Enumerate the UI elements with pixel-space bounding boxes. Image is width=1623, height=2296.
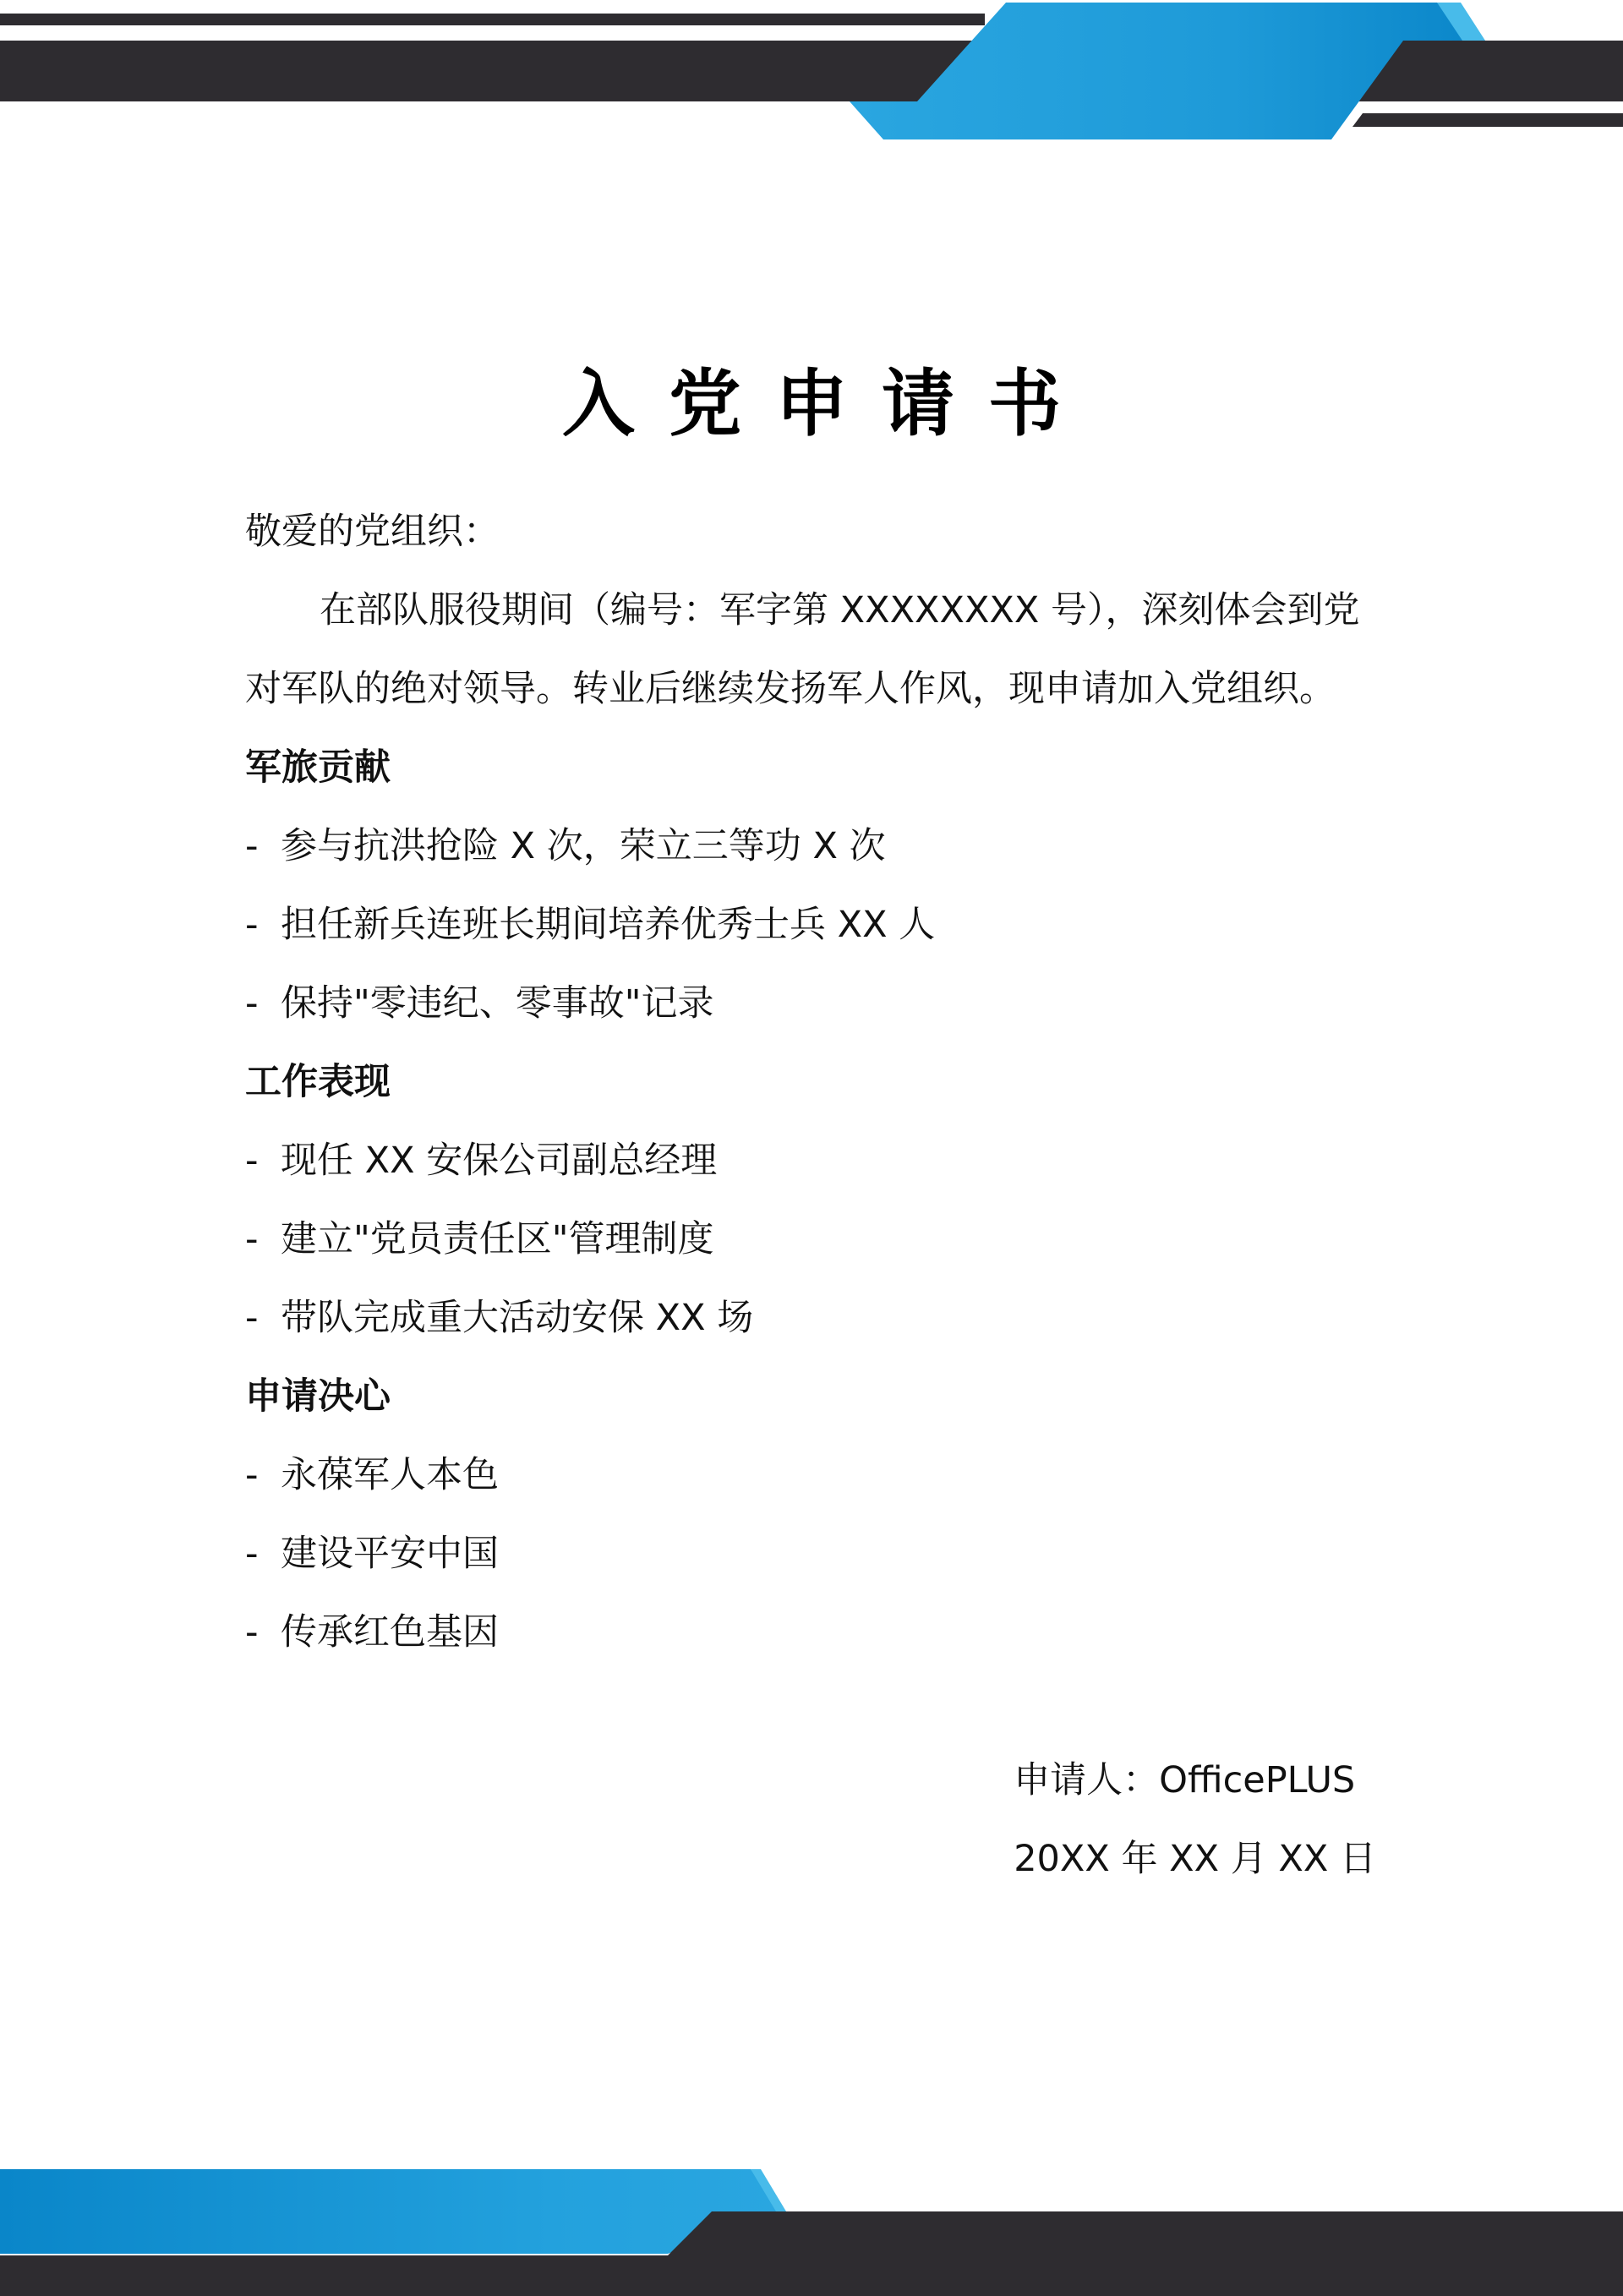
signature-block: [1014, 1741, 1376, 1899]
list-item-text: 传承红色基因: [281, 1611, 499, 1654]
section-heading-resolve: 申请决心: [245, 1375, 391, 1418]
intro-paragraph-line-2: 对军队的绝对领导。转业后继续发扬军人作风，现申请加入党组织。: [245, 668, 1336, 710]
section-heading-work: 工作表现: [245, 1061, 391, 1103]
list-item: [245, 886, 1378, 965]
list-item-text: 参与抗洪抢险 X 次，荣立三等功 X 次: [281, 825, 886, 867]
section-heading-military: 军旅贡献: [245, 746, 391, 789]
list-item: [245, 1279, 1378, 1358]
document-body: [245, 493, 1378, 1672]
bullet-dash: -: [245, 904, 259, 946]
intro-paragraph-line-1: 在部队服役期间（编号：军字第 XXXXXXXX 号），深刻体会到党: [320, 589, 1360, 631]
list-item: [245, 807, 1378, 886]
list-item-text: 现任 XX 安保公司副总经理: [281, 1140, 718, 1182]
bullet-dash: -: [245, 1533, 259, 1575]
list-item-text: 建设平安中国: [281, 1533, 499, 1575]
list-item-text: 永葆军人本色: [281, 1454, 499, 1496]
list-item: [245, 1436, 1378, 1515]
bullet-dash: -: [245, 1218, 259, 1260]
header-decoration: [0, 0, 1623, 152]
list-item-text: 担任新兵连班长期间培养优秀士兵 XX 人: [281, 904, 936, 946]
bullet-dash: -: [245, 982, 259, 1025]
bullet-dash: -: [245, 1611, 259, 1654]
application-date: 20XX 年 XX 月 XX 日: [1014, 1838, 1376, 1880]
list-item-text: 建立"党员责任区"管理制度: [281, 1218, 714, 1260]
bullet-dash: -: [245, 1454, 259, 1496]
applicant-name: 申请人：OfficePLUS: [1014, 1759, 1356, 1801]
list-item-text: 保持"零违纪、零事故"记录: [281, 982, 714, 1025]
bullet-dash: -: [245, 1297, 259, 1339]
document-title: 入党申请书: [562, 362, 1095, 446]
list-item: [245, 1122, 1378, 1200]
bullet-dash: -: [245, 1140, 259, 1182]
list-item: [245, 965, 1378, 1043]
list-item: [245, 1594, 1378, 1672]
list-item: [245, 1200, 1378, 1279]
bullet-dash: -: [245, 825, 259, 867]
footer-decoration: [0, 2156, 1623, 2296]
list-item: [245, 1515, 1378, 1594]
salutation: 敬爱的党组织：: [245, 511, 500, 553]
list-item-text: 带队完成重大活动安保 XX 场: [281, 1297, 754, 1339]
